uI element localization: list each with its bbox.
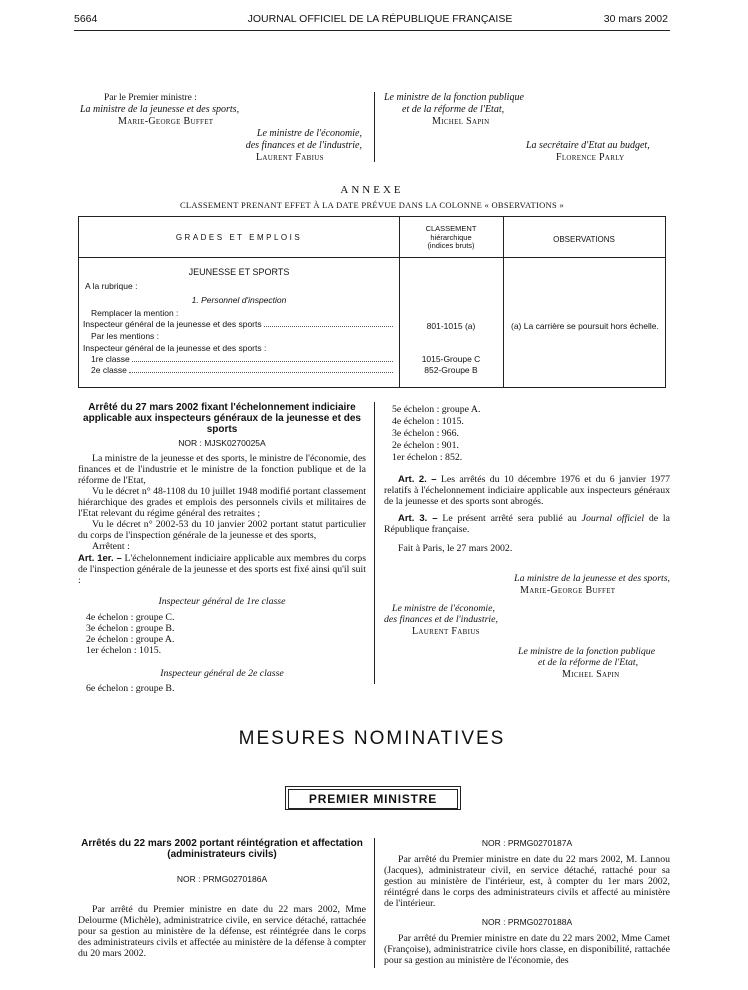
table-row-1	[83, 319, 395, 330]
column-divider-arrete1	[374, 402, 375, 684]
arrete1-sig3-title1: Le ministre de la fonction publique	[518, 646, 656, 657]
arrete1-p2: Vu le décret n° 48-1108 du 10 juillet 1948 modifié portant classement hiérarchique des grades et emplois des personnels civils et militaires de l'Etat relevant du régime général des retraites ;	[78, 486, 366, 519]
arrete1-classe2-list	[78, 683, 366, 694]
arrete1-art2-label: Art. 2. –	[398, 474, 437, 485]
arrete2-left-column	[78, 838, 366, 959]
arrete2-nor1: NOR : PRMG0270186A	[176, 874, 268, 884]
arrete1-p3: Vu le décret n° 2002-53 du 10 janvier 2002 portant statut particulier du corps de l'inspection générale de la jeunesse et des sports,	[78, 519, 366, 541]
arrete1-sig2-title2: des finances et de l'industrie,	[384, 614, 498, 625]
sig-economie-name: Laurent Fabius	[256, 152, 324, 163]
col-header-grades: GRADES ET EMPLOIS	[175, 233, 303, 242]
table-row-4-label: 2e classe	[91, 365, 127, 375]
arrete1-arretent: Arrêtent :	[92, 541, 130, 552]
echelon-line: 6e échelon : groupe B.	[86, 683, 175, 694]
echelon-line: 5e échelon : groupe A.	[392, 404, 481, 415]
table-header-rule	[79, 257, 665, 258]
arrete1-classe1-list	[78, 612, 366, 656]
sig-fonction-title2: et de la réforme de l'Etat,	[402, 104, 505, 115]
page-number: 5664	[74, 13, 98, 25]
echelon-line: 3e échelon : groupe B.	[86, 623, 175, 634]
table-row-3-value: 1015-Groupe C	[421, 354, 481, 364]
arrete2-p1: Par arrêté du Premier ministre en date du 22 mars 2002, Mme Delourme (Michèle), administratrice civile, en service détaché, rattachée pour sa gestion au ministère de la défense, est réintégrée dans le corps des administrateurs civils et affectée au ministère de la défense à compter du 20 mars 2002.	[78, 904, 366, 959]
arrete1-art3	[384, 513, 670, 535]
column-divider-arrete2	[374, 838, 375, 968]
mesures-nominatives-title: MESURES NOMINATIVES	[238, 728, 506, 749]
arrete1-col2-list	[384, 404, 670, 464]
table-row-2-label: Inspecteur général de la jeunesse et des sports :	[83, 343, 267, 353]
echelon-line: 4e échelon : groupe C.	[86, 612, 175, 623]
arrete2-nor2: NOR : PRMG0270187A	[481, 838, 573, 848]
sig-economie-title2: des finances et de l'industrie,	[245, 140, 362, 151]
arrete1-art3-text-c: de la République française.	[384, 513, 671, 535]
arrete1-art1-label: Art. 1er. –	[78, 553, 122, 564]
arrete1-fait: Fait à Paris, le 27 mars 2002.	[398, 543, 513, 554]
premier-ministre-label: PREMIER MINISTRE	[288, 789, 458, 809]
col-header-classement	[399, 225, 503, 251]
page-date: 30 mars 2002	[603, 13, 668, 25]
arrete2-right-column	[384, 838, 670, 966]
table-row-4	[91, 365, 395, 376]
sig-fonction-title1: Le ministre de la fonction publique	[384, 92, 524, 103]
arrete1-sig1-title: La ministre de la jeunesse et des sports,	[514, 573, 670, 584]
table-row-3-label: 1re classe	[91, 354, 130, 364]
sig-budget-name: Florence Parly	[556, 152, 625, 163]
echelon-line: 1er échelon : 852.	[392, 452, 463, 463]
table-row-3	[91, 354, 395, 365]
sig-economie-title1: Le ministre de l'économie,	[256, 128, 362, 139]
sig-jeunesse-title: La ministre de la jeunesse et des sports,	[80, 104, 240, 115]
arrete1-art3-label: Art. 3. –	[398, 513, 438, 524]
sig-jeunesse-name: Marie-George Buffet	[118, 116, 214, 127]
arrete1-sig1-name: Marie-George Buffet	[520, 585, 616, 596]
arrete1-art2	[384, 474, 670, 507]
arrete1-classe2-title: Inspecteur général de 2e classe	[160, 668, 284, 679]
arrete1-p1: La ministre de la jeunesse et des sports, le ministre de l'économie, des finances et de l'industrie et le ministre de la fonction publique et de la réforme de l'Etat,	[78, 453, 366, 486]
echelon-line: 3e échelon : 966.	[392, 428, 459, 439]
table-row-4-value: 852-Groupe B	[424, 365, 478, 375]
col-header-classement-2: hiérarchique	[430, 232, 472, 242]
arrete1-nor: NOR : MJSK0270025A	[178, 438, 266, 448]
journal-title: JOURNAL OFFICIEL DE LA RÉPUBLIQUE FRANÇAISE	[247, 13, 513, 25]
premier-ministre-box	[285, 786, 461, 810]
par-premier-ministre: Par le Premier ministre :	[104, 93, 197, 103]
arrete1-right-column	[384, 404, 670, 555]
table-row-1-label: Inspecteur général de la jeunesse et des sports	[83, 319, 262, 329]
arrete1-art3-text-b: Journal officiel	[581, 513, 645, 524]
arrete1-sig3-title2: et de la réforme de l'Etat,	[538, 657, 639, 668]
arrete2-nor3: NOR : PRMG0270188A	[481, 917, 573, 927]
echelon-line: 2e échelon : 901.	[392, 440, 459, 451]
arrete1-art2-text: Les arrêtés du 10 décembre 1976 et du 6 janvier 1977 relatifs à l'échelonnement indiciaire applicable aux inspecteurs généraux de la jeunesse et des sports sont abrogés.	[384, 474, 670, 507]
table-row-1-observation: (a) La carrière se poursuit hors échelle.	[511, 321, 659, 331]
arrete1-art1	[78, 553, 366, 586]
header-rule	[74, 30, 670, 31]
echelon-line: 2e échelon : groupe A.	[86, 634, 175, 645]
echelon-line: 4e échelon : 1015.	[392, 416, 464, 427]
table-a-la-rubrique: A la rubrique :	[85, 281, 138, 291]
arrete1-sig3-name: Michel Sapin	[562, 669, 620, 680]
table-personnel: 1. Personnel d'inspection	[191, 295, 287, 305]
col-header-classement-1: CLASSEMENT	[425, 224, 477, 233]
annexe-title: ANNEXE	[340, 184, 404, 196]
arrete1-classe1-title: Inspecteur général de 1re classe	[158, 596, 286, 607]
arrete1-art3-text-a: Le présent arrêté sera publié au	[442, 513, 577, 524]
signature-divider	[374, 92, 375, 162]
sig-fonction-name: Michel Sapin	[432, 116, 490, 127]
sig-budget-title: La secrétaire d'Etat au budget,	[526, 140, 650, 151]
col-header-observations: OBSERVATIONS	[553, 235, 615, 244]
table-par-mentions: Par les mentions :	[91, 331, 160, 341]
arrete2-p3: Par arrêté du Premier ministre en date du 22 mars 2002, Mme Camet (Françoise), administratrice civile hors classe, en disponibilité, rattachée pour sa gestion au ministère de l'économie, des	[384, 933, 670, 966]
arrete2-p2: Par arrêté du Premier ministre en date du 22 mars 2002, M. Lannou (Jacques), administrateur civil, en service détaché, rattaché pour sa gestion au ministère de l'intérieur, est, à compter du 1er mars 2002, réintégré dans le corps des administrateurs civils et affecté au ministère de l'intérieur.	[384, 854, 670, 909]
arrete1-sig2-name: Laurent Fabius	[412, 626, 480, 637]
table-section-title: JEUNESSE ET SPORTS	[188, 267, 290, 277]
arrete1-art1-text: L'échelonnement indiciaire applicable aux membres du corps de l'inspection générale de la jeunesse et des sports est fixé ainsi qu'il suit :	[78, 553, 367, 586]
arrete1-title: Arrêté du 27 mars 2002 fixant l'échelonnement indiciaire applicable aux inspecteurs généraux de la jeunesse et des sports	[83, 402, 361, 435]
col-header-classement-3: (indices bruts)	[427, 241, 475, 250]
annexe-subtitle: CLASSEMENT PRENANT EFFET À LA DATE PRÉVUE DANS LA COLONNE « OBSERVATIONS »	[179, 200, 565, 210]
arrete2-title: Arrêtés du 22 mars 2002 portant réintégration et affectation (administrateurs civils)	[81, 838, 363, 860]
arrete1-sig2-title1: Le ministre de l'économie,	[392, 603, 495, 614]
echelon-line: 1er échelon : 1015.	[86, 645, 162, 656]
table-remplacer: Remplacer la mention :	[91, 308, 179, 318]
classement-table	[78, 216, 666, 388]
arrete1-left-column	[78, 402, 366, 694]
table-row-1-value: 801-1015 (a)	[426, 321, 476, 331]
